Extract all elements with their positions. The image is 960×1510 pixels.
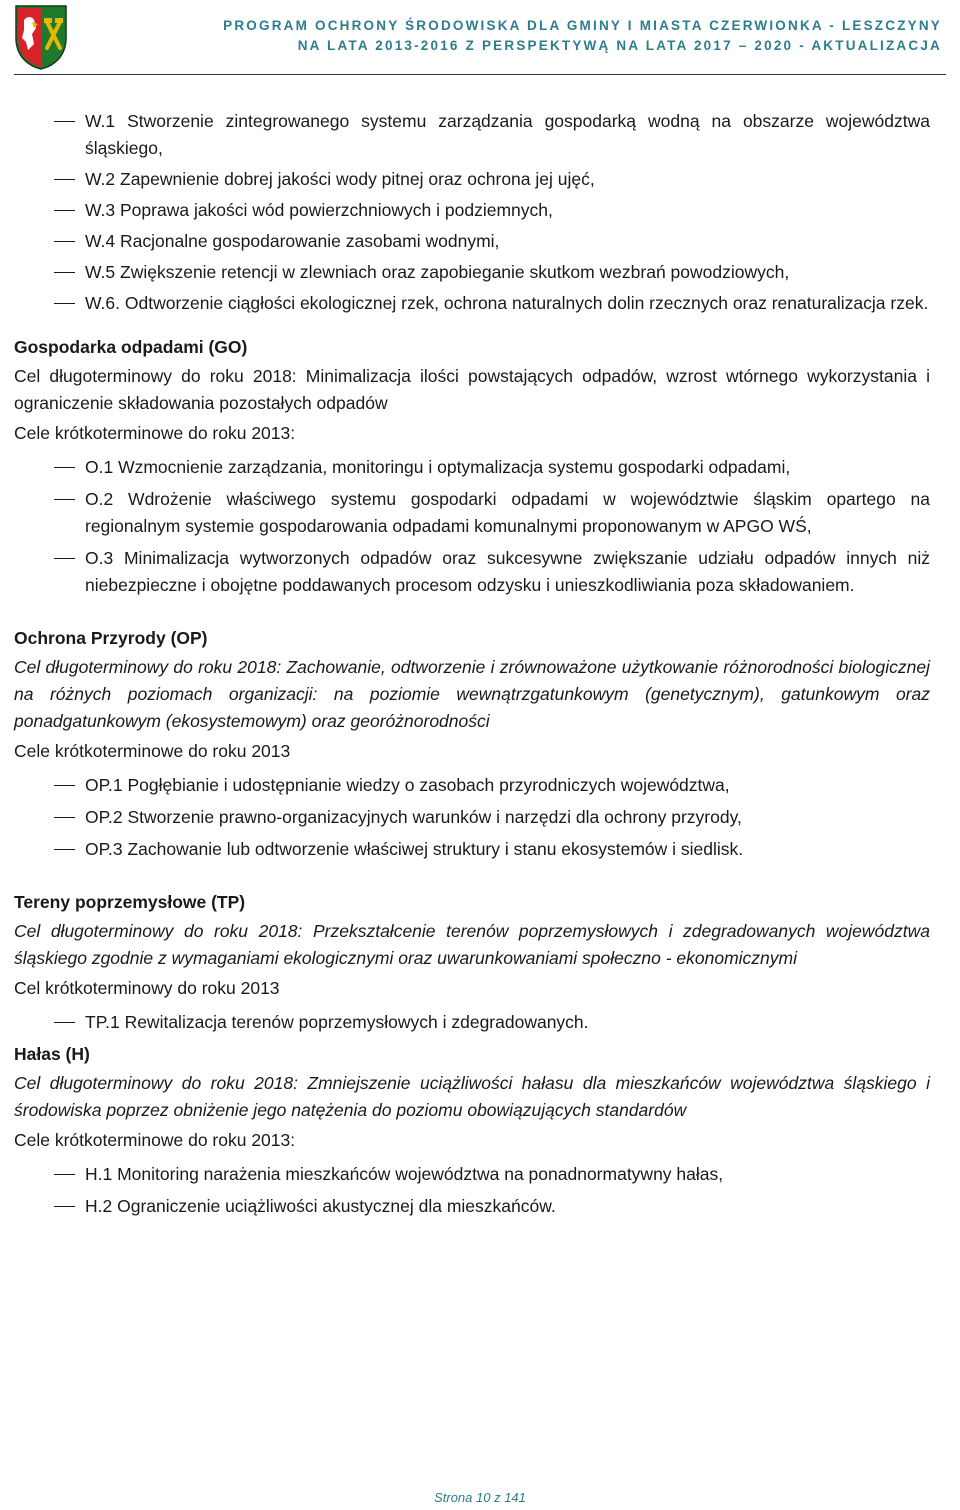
header-title-line1: PROGRAM OCHRONY ŚRODOWISKA DLA GMINY I MIASTA CZERWIONKA - LESZCZYNY <box>223 18 942 33</box>
list-item: W.6. Odtworzenie ciągłości ekologicznej rzek, ochrona naturalnych dolin rzecznych oraz renaturalizacja rzek. <box>14 290 930 317</box>
nature-goals-list <box>14 772 930 863</box>
list-item: W.3 Poprawa jakości wód powierzchniowych i podziemnych, <box>14 197 930 224</box>
page-header <box>0 0 960 80</box>
long-term-goal: Cel długoterminowy do roku 2018: Minimalizacja ilości powstających odpadów, wzrost wtórnego wykorzystania i ograniczenie składowania pozostałych odpadów <box>14 366 930 413</box>
noise-goals-list <box>14 1161 930 1220</box>
list-item: H.1 Monitoring narażenia mieszkańców województwa na ponadnormatywny hałas, <box>14 1161 930 1188</box>
section-heading: Hałas (H) <box>14 1044 90 1064</box>
short-term-label: Cel krótkoterminowy do roku 2013 <box>14 978 280 998</box>
section-heading: Tereny poprzemysłowe (TP) <box>14 892 246 912</box>
section-heading: Ochrona Przyrody (OP) <box>14 628 208 648</box>
list-item: H.2 Ograniczenie uciążliwości akustycznej dla mieszkańców. <box>14 1193 930 1220</box>
coat-of-arms-icon <box>14 4 68 70</box>
goal-text: Zmniejszenie uciążliwości hałasu dla mieszkańców województwa śląskiego i środowiska poprzez obniżenie jego natężenia do poziomu obowiązujących standardów <box>14 1073 930 1120</box>
list-item: OP.1 Pogłębianie i udostępnianie wiedzy o zasobach przyrodniczych województwa, <box>14 772 930 799</box>
header-divider <box>14 74 946 75</box>
section-post-industrial <box>14 889 930 1036</box>
goal-label: Cel długoterminowy do roku 2018: <box>14 657 282 677</box>
waste-goals-list <box>14 454 930 599</box>
header-title-line2: NA LATA 2013-2016 Z PERSPEKTYWĄ NA LATA 2017 – 2020 - AKTUALIZACJA <box>297 38 942 53</box>
long-term-goal <box>14 1070 930 1124</box>
long-term-goal <box>14 918 930 972</box>
list-item: O.2 Wdrożenie właściwego systemu gospodarki odpadami w województwie śląskim opartego na regionalnym systemie gospodarowania odpadami komunalnymi proponowanym w APGO WŚ, <box>14 486 930 540</box>
section-heading: Gospodarka odpadami (GO) <box>14 337 248 357</box>
list-item: O.1 Wzmocnienie zarządzania, monitoringu i optymalizacja systemu gospodarki odpadami, <box>14 454 930 481</box>
goal-label: Cel długoterminowy do roku 2018: <box>14 1073 298 1093</box>
page-content <box>14 108 930 1225</box>
page-number: Strona 10 z 141 <box>434 1490 526 1505</box>
section-nature <box>14 625 930 863</box>
long-term-goal <box>14 654 930 735</box>
section-noise <box>14 1041 930 1220</box>
section-waste <box>14 334 930 599</box>
short-term-label: Cele krótkoterminowe do roku 2013 <box>14 741 291 761</box>
list-item: W.2 Zapewnienie dobrej jakości wody pitnej oraz ochrona jej ujęć, <box>14 166 930 193</box>
list-item: TP.1 Rewitalizacja terenów poprzemysłowych i zdegradowanych. <box>14 1009 930 1036</box>
goal-text: Zachowanie, odtworzenie i zrównoważone użytkowanie różnorodności biologicznej na różnych poziomach organizacji: na poziomie wewnątrzgatunkowym (genetycznym), gatunkowym oraz ponadgatunkowym (ekosystemowym) oraz georóżnorodności <box>14 657 930 731</box>
short-term-label: Cele krótkoterminowe do roku 2013: <box>14 1130 296 1150</box>
goal-text: Przekształcenie terenów poprzemysłowych i zdegradowanych województwa śląskiego zgodnie z wymaganiami ekologicznymi oraz uwarunkowaniami społeczno - ekonomicznymi <box>14 921 930 968</box>
list-item: O.3 Minimalizacja wytworzonych odpadów oraz sukcesywne zwiększanie udziału odpadów innych niż niebezpieczne i obojętne poddawanych procesom odzysku i unieszkodliwiania poza składowaniem. <box>14 545 930 599</box>
list-item: W.4 Racjonalne gospodarowanie zasobami wodnymi, <box>14 228 930 255</box>
post-industrial-goals-list <box>14 1009 930 1036</box>
goal-label: Cel długoterminowy do roku 2018: <box>14 921 303 941</box>
short-term-label: Cele krótkoterminowe do roku 2013: <box>14 423 296 443</box>
list-item: OP.3 Zachowanie lub odtworzenie właściwej struktury i stanu ekosystemów i siedlisk. <box>14 836 930 863</box>
list-item: OP.2 Stworzenie prawno-organizacyjnych warunków i narzędzi dla ochrony przyrody, <box>14 804 930 831</box>
list-item: W.5 Zwiększenie retencji w zlewniach oraz zapobieganie skutkom wezbrań powodziowych, <box>14 259 930 286</box>
list-item: W.1 Stworzenie zintegrowanego systemu zarządzania gospodarką wodną na obszarze województwa śląskiego, <box>14 108 930 162</box>
water-goals-list <box>14 108 930 317</box>
